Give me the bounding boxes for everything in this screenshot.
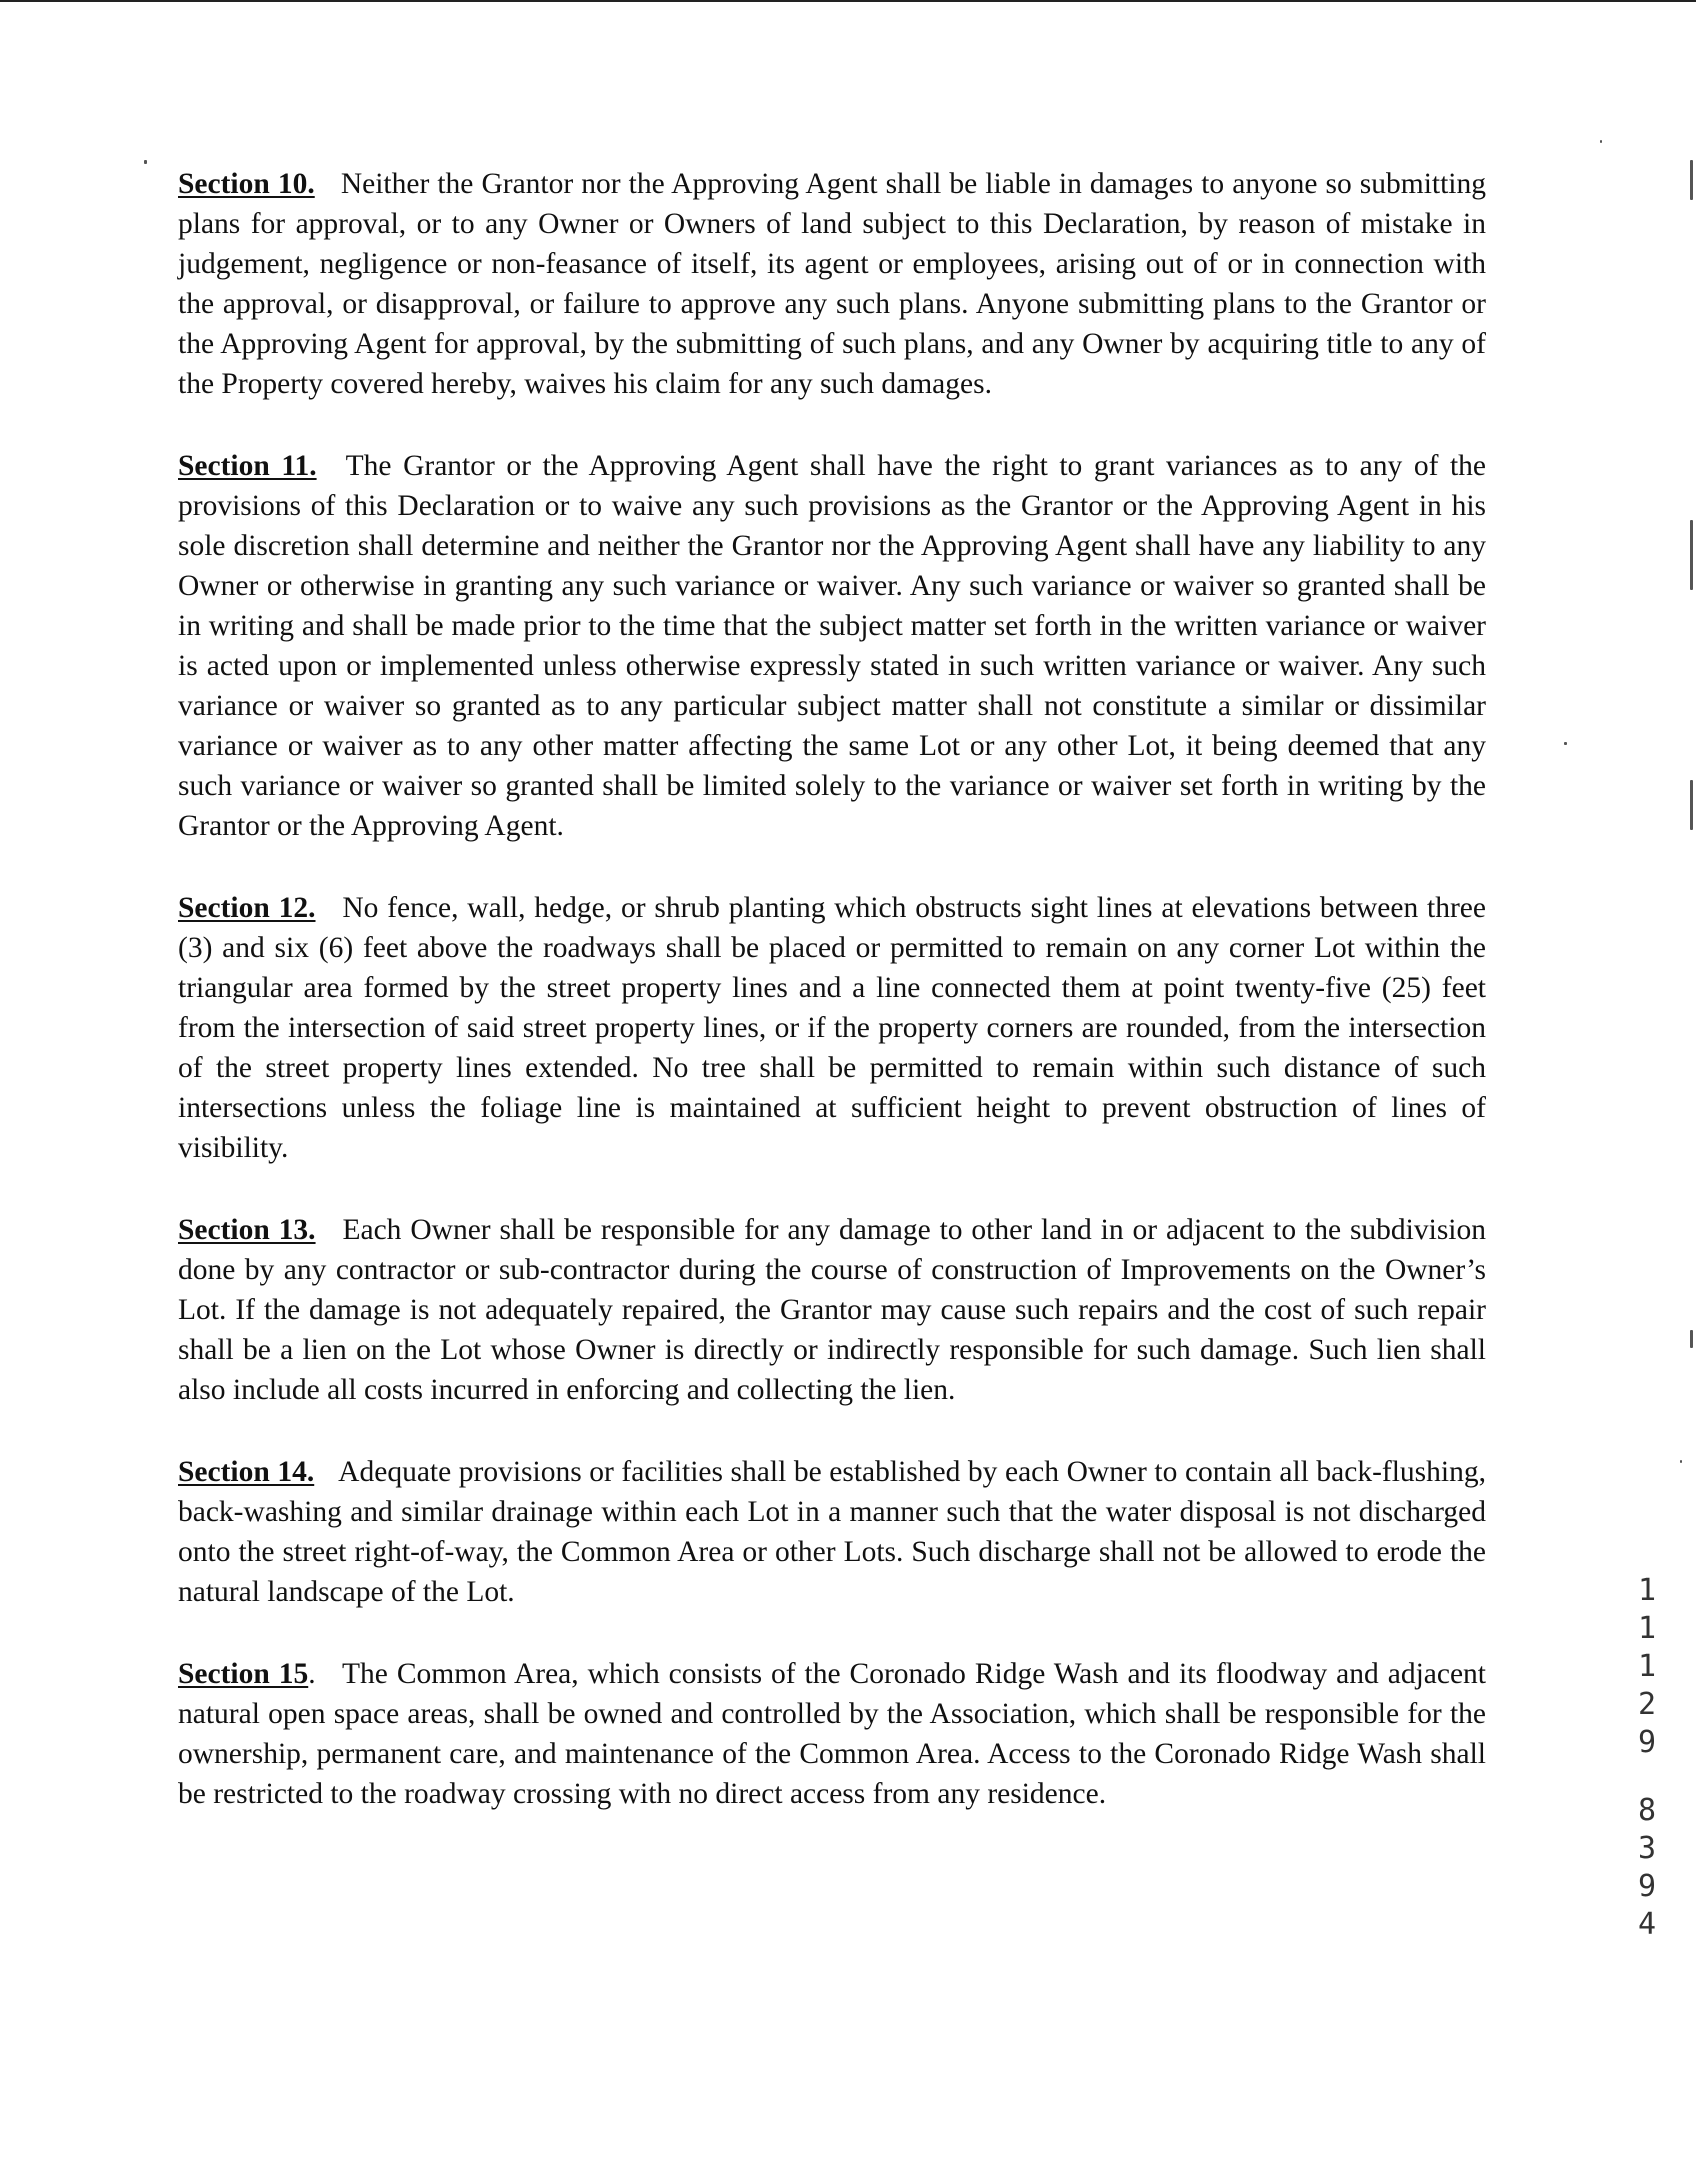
section-text: No fence, wall, hedge, or shrub planting which obstructs sight lines at elevations between three (3) and six (6) feet above the roadways shall be placed or permitted to remain on any corner Lot within the triangular area formed by the street property lines and a line connected them at point twenty-five (25) feet from the intersection of said street property lines, or if the property corners are rounded, from the intersection of the street property lines extended. No tree shall be permitted to remain within such distance of such intersections unless the foliage line is maintained at sufficient height to prevent obstruction of lines of visibility.: [178, 892, 1486, 1164]
stamp-gap: [1635, 1762, 1659, 1792]
section-text: Each Owner shall be responsible for any damage to other land in or adjacent to the subdivision done by any contractor or sub-contractor during the course of construction of Improvements on the Owner’s Lot. If the damage is not adequately repaired, the Grantor may cause such repairs and the cost of such repair shall be a lien on the Lot whose Owner is directly or indirectly responsible for such damage. Such lien shall also include all costs incurred in enforcing and collecting the lien.: [178, 1214, 1486, 1406]
section-14: [178, 1452, 1486, 1612]
scan-speck: [1680, 1460, 1682, 1463]
section-12: [178, 888, 1486, 1168]
stamp-digit: 9: [1637, 1725, 1657, 1760]
section-label: Section 13.: [178, 1214, 316, 1246]
scan-speck: [1690, 160, 1693, 200]
scan-speck: [1690, 1330, 1693, 1348]
section-text: Adequate provisions or facilities shall be established by each Owner to contain all back-flushing, back-washing and similar drainage within each Lot in a manner such that the water disposal is not discharged onto the street right-of-way, the Common Area or other Lots. Such discharge shall not be allowed to erode the natural landscape of the Lot.: [178, 1456, 1486, 1608]
recording-number-stamp: [1635, 1572, 1659, 1944]
stamp-digit: 1: [1637, 1649, 1657, 1684]
section-text: The Grantor or the Approving Agent shall have the right to grant variances as to any of the provisions of this Declaration or to waive any such provisions as the Grantor or the Approving Agent in his sole discretion shall determine and neither the Grantor nor the Approving Agent shall have any liability to any Owner or otherwise in granting any such variance or waiver. Any such variance or waiver so granted shall be in writing and shall be made prior to the time that the subject matter set forth in the written variance or waiver is acted upon or implemented unless otherwise expressly stated in such written variance or waiver. Any such variance or waiver so granted as to any particular subject matter shall not constitute a similar or dissimilar variance or waiver as to any other matter affecting the same Lot or any other Lot, it being deemed that any such variance or waiver so granted shall be limited solely to the variance or waiver set forth in writing by the Grantor or the Approving Agent.: [178, 450, 1486, 842]
section-label: Section 10.: [178, 168, 315, 200]
scan-speck: [1600, 140, 1602, 143]
scan-speck: [1690, 520, 1693, 590]
section-label: Section 11.: [178, 450, 317, 482]
stamp-digit: 9: [1637, 1869, 1657, 1904]
scan-speck: [1564, 742, 1567, 745]
section-label: Section 15: [178, 1658, 309, 1690]
section-13: [178, 1210, 1486, 1410]
stamp-digit: 1: [1637, 1611, 1657, 1646]
section-label: Section 12.: [178, 892, 316, 924]
section-label: Section 14.: [178, 1456, 315, 1488]
section-text: Neither the Grantor nor the Approving Agent shall be liable in damages to anyone so submitting plans for approval, or to any Owner or Owners of land subject to this Declaration, by reason of mistake in judgement, negligence or non-feasance of itself, its agent or employees, arising out of or in connection with the approval, or disapproval, or failure to approve any such plans. Anyone submitting plans to the Grantor or the Approving Agent for approval, by the submitting of such plans, and any Owner by acquiring title to any of the Property covered hereby, waives his claim for any such damages.: [178, 168, 1487, 400]
section-15: [178, 1654, 1486, 1814]
stamp-digit: 1: [1637, 1573, 1657, 1608]
section-label-period: .: [308, 1658, 316, 1690]
scan-speck: [144, 160, 147, 164]
stamp-digit: 2: [1637, 1687, 1657, 1722]
scan-speck: [1690, 780, 1693, 830]
stamp-digit: 4: [1637, 1907, 1657, 1942]
section-10: [178, 164, 1486, 404]
document-body: [178, 164, 1486, 1856]
stamp-digit: 3: [1637, 1831, 1657, 1866]
section-text: The Common Area, which consists of the Coronado Ridge Wash and its floodway and adjacent natural open space areas, shall be owned and controlled by the Association, which shall be responsible for the ownership, permanent care, and maintenance of the Common Area. Access to the Coronado Ridge Wash shall be restricted to the roadway crossing with no direct access from any residence.: [178, 1658, 1486, 1810]
page-top-edge: [0, 0, 1696, 2]
stamp-digit: 8: [1637, 1793, 1657, 1828]
section-11: [178, 446, 1486, 846]
